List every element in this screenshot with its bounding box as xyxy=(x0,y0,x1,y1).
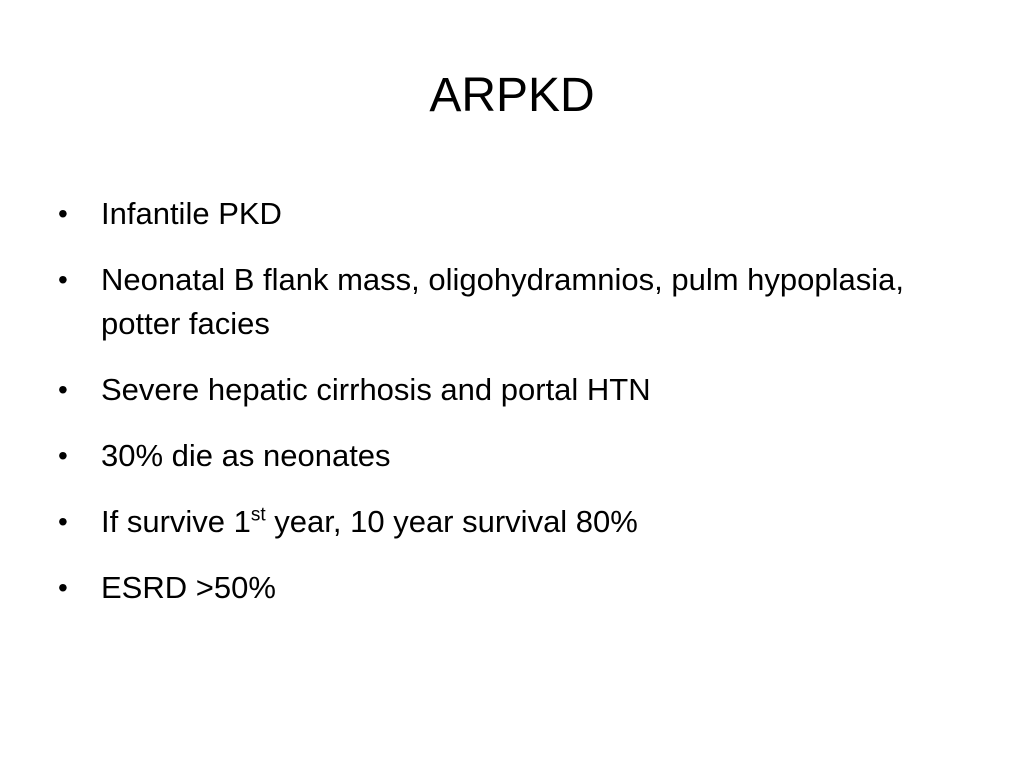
bullet-item xyxy=(58,566,978,610)
bullet-text-before: If survive 1 xyxy=(101,504,251,539)
bullet-icon: • xyxy=(58,572,68,603)
bullet-text: ESRD >50% xyxy=(101,570,276,605)
slide-title: ARPKD xyxy=(429,69,595,122)
bullet-text: 30% die as neonates xyxy=(101,438,391,473)
bullet-item xyxy=(58,192,978,236)
bullet-icon: • xyxy=(58,374,68,405)
bullet-text: Infantile PKD xyxy=(101,196,282,231)
bullet-icon: • xyxy=(58,440,68,471)
bullet-text xyxy=(101,504,638,539)
bullet-icon: • xyxy=(58,506,68,537)
bullet-text: Severe hepatic cirrhosis and portal HTN xyxy=(101,372,651,407)
bullet-item xyxy=(58,258,978,346)
bullet-icon: • xyxy=(58,264,68,295)
bullet-item xyxy=(58,434,978,478)
bullet-item xyxy=(58,368,978,412)
ordinal-superscript: st xyxy=(250,504,266,526)
bullet-list xyxy=(58,192,978,632)
bullet-icon: • xyxy=(58,198,68,229)
bullet-item xyxy=(58,500,978,544)
bullet-text-after: year, 10 year survival 80% xyxy=(265,504,638,539)
bullet-text: Neonatal B flank mass, oligohydramnios, pulm hypoplasia, potter facies xyxy=(101,262,904,341)
